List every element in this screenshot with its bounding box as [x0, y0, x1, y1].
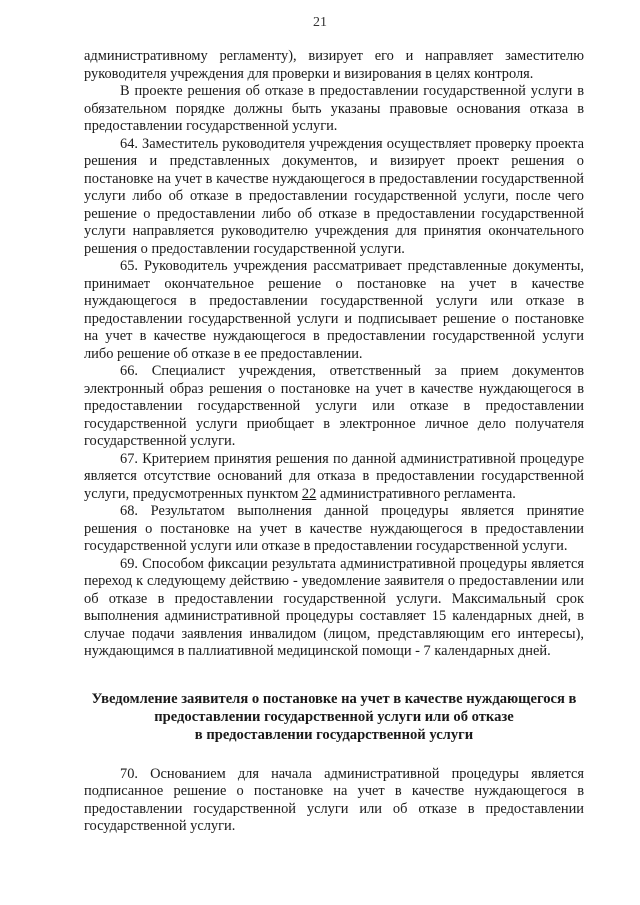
- paragraph-66: 66. Специалист учреждения, ответственный за прием документов электронный образ решения о постановке на учет в качестве нуждающегося в предоставлении государственной услуги или отказе в предоставлении государственной услуги приобщает в электронное личное дело получателя государственной услуги.: [84, 363, 584, 449]
- section-heading-line-3: в предоставлении государственной услуги: [194, 726, 474, 743]
- paragraph-67-text-before: 67. Критерием принятия решения по данной административной процедуре является отсутствие оснований для отказа в предоставлении государственной услуги, предусмотренных пунктом: [84, 450, 584, 502]
- page-number: 21: [313, 15, 327, 30]
- clause-reference-link[interactable]: 22: [301, 485, 317, 502]
- paragraph-67-text-after: административного регламента.: [316, 485, 516, 502]
- section-heading-line-2: предоставлении государственной услуги или об отказе: [154, 708, 514, 725]
- paragraph-70: 70. Основанием для начала административной процедуры является подписанное решение о постановке на учет в качестве нуждающегося в предоставлении государственной услуги или об отказе в предоставлении государственной услуги.: [84, 765, 584, 834]
- paragraph-65: 65. Руководитель учреждения рассматривает представленные документы, принимает окончательное решение о постановке на учет в качестве нуждающегося в предоставлении государственной услуги или отказе в предоставлении государственной услуги и подписывает решение о постановке на учет в качестве нуждающегося в предоставлении государственной услуги либо решение об отказе в ее предоставлении.: [84, 258, 584, 362]
- paragraph-68: 68. Результатом выполнения данной процедуры является принятие решения о постановке на учет в качестве нуждающегося в предоставлении государственной услуги или отказе в предоставлении государственной услуги.: [84, 503, 584, 554]
- paragraph-continuation: административному регламенту), визирует его и направляет заместителю руководителя учреждения для проверки и визирования в целях контроля.: [84, 48, 584, 82]
- section-heading: [84, 690, 584, 744]
- paragraph-64: 64. Заместитель руководителя учреждения осуществляет проверку проекта решения и представленных документов, и визирует проект решения о постановке на учет в качестве нуждающегося в предоставлении государственной услуги либо об отказе в предоставлении государственной услуги, после чего решение о предоставлении либо об отказе в предоставлении государственной услуги направляется руководителю учреждения для принятия окончательного решения о предоставлении государственной услуги.: [84, 135, 584, 257]
- paragraph-69: 69. Способом фиксации результата административной процедуры является переход к следующему действию - уведомление заявителя о предоставлении или об отказе в предоставлении государственной услуги. Максимальный срок выполнения административной процедуры составляет 15 календарных дней, в случае подачи заявления инвалидом (лицом, представляющим его интересы), нуждающимся в паллиативной медицинской помощи - 7 календарных дней.: [84, 555, 584, 659]
- paragraph-67: [84, 451, 584, 504]
- section-heading-line-1: Уведомление заявителя о постановке на учет в качестве нуждающегося в: [91, 690, 577, 707]
- paragraph-refusal-grounds: В проекте решения об отказе в предоставлении государственной услуги в обязательном порядке должны быть указаны правовые основания отказа в предоставлении государственной услуги.: [84, 83, 584, 134]
- document-body: [84, 48, 584, 836]
